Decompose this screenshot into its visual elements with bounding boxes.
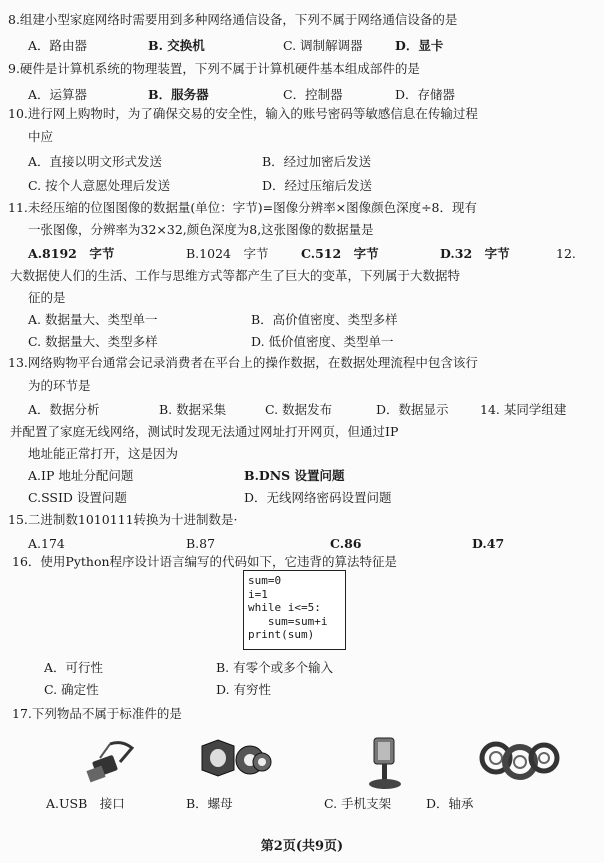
code-line: print(sum) xyxy=(248,628,315,641)
q12-option-d: D. 低价值密度、类型单一 xyxy=(251,334,394,349)
q9-stem: 9.硬件是计算机系统的物理装置，下列不属于计算机硬件基本组成部件的是 xyxy=(8,61,420,76)
q10-option-b: B．经过加密后发送 xyxy=(262,154,372,169)
q10-stem: 10.进行网上购物时，为了确保交易的安全性，输入的账号密码等敏感信息在传输过程 xyxy=(8,106,478,121)
code-line: sum=0 xyxy=(248,574,282,587)
q15-option-a: A.174 xyxy=(28,536,65,551)
q11-option-a: A.8192 字节 xyxy=(28,246,115,261)
q17-option-c: C. 手机支架 xyxy=(324,796,392,811)
q15-stem: 15.二进制数1010111转换为十进制数是· xyxy=(8,512,238,527)
q8-stem: 8.组建小型家庭网络时需要用到多种网络通信设备，下列不属于网络通信设备的是 xyxy=(8,12,458,27)
q15-option-c: C.86 xyxy=(330,536,362,551)
q8-option-c: C. 调制解调器 xyxy=(283,38,363,53)
q16-option-c: C. 确定性 xyxy=(44,682,99,697)
q13-stem-cont: 为的环节是 xyxy=(28,378,91,393)
q11-stem: 11.未经压缩的位图图像的数据量(单位：字节)=图像分辨率×图像颜色深度÷8．现有 xyxy=(8,200,478,215)
code-box xyxy=(243,570,346,650)
q11-option-d: D.32 字节 xyxy=(440,246,510,261)
q10-option-a: A．直接以明文形式发送 xyxy=(28,154,163,169)
q14-option-c: C.SSID 设置问题 xyxy=(28,490,127,505)
q10-stem-cont: 中应 xyxy=(28,129,54,144)
q12-stem: 大数据使人们的生活、工作与思维方式等都产生了巨大的变革，下列属于大数据特 xyxy=(10,268,461,283)
q12-option-a: A. 数据量大、类型单一 xyxy=(28,312,158,327)
phone-stand-image xyxy=(360,732,410,792)
code-line: sum=sum+i xyxy=(248,614,328,628)
q12-option-c: C. 数据量大、类型多样 xyxy=(28,334,158,349)
q12-option-b: B．高价值密度、类型多样 xyxy=(251,312,398,327)
q16-stem: 16．使用Python程序设计语言编写的代码如下，它违背的算法特征是 xyxy=(12,554,398,569)
q8-option-a: A．路由器 xyxy=(28,38,88,53)
q15-option-d: D.47 xyxy=(472,536,505,551)
q17-option-b: B．螺母 xyxy=(186,796,233,811)
q13-option-b: B. 数据采集 xyxy=(159,402,227,417)
q14-option-a: A.IP 地址分配问题 xyxy=(28,468,134,483)
q17-option-a: A.USB 接口 xyxy=(46,796,125,811)
q14-option-b: B.DNS 设置问题 xyxy=(244,468,345,483)
q16-option-a: A．可行性 xyxy=(44,660,104,675)
q14-stem: 并配置了家庭无线网络，测试时发现无法通过网址打开网页，但通过IP xyxy=(10,424,399,439)
q17-option-d: D．轴承 xyxy=(426,796,474,811)
q9-option-a: A．运算器 xyxy=(28,87,88,102)
q13-option-c: C. 数据发布 xyxy=(265,402,333,417)
q11-stem-cont: 一张图像，分辨率为32×32,颜色深度为8,这张图像的数据量是 xyxy=(28,222,374,237)
q9-option-d: D．存储器 xyxy=(395,87,456,102)
q9-option-b: B．服务器 xyxy=(148,87,209,102)
q11-option-c: C.512 字节 xyxy=(301,246,379,261)
q11-option-b: B.1024 字节 xyxy=(186,246,269,261)
q13-option-d: D．数据显示 xyxy=(376,402,449,417)
code-line: i=1 xyxy=(248,587,268,601)
q8-option-d: D．显卡 xyxy=(395,38,444,53)
page-number-footer: 第2页(共9页) xyxy=(260,839,344,854)
q12-stem-cont: 征的是 xyxy=(28,290,66,305)
q13-stem: 13.网络购物平台通常会记录消费者在平台上的操作数据，在数据处理流程中包含该行 xyxy=(8,355,478,370)
q14-stem-cont: 地址能正常打开，这是因为 xyxy=(28,446,179,461)
q14-start: 14. 某同学组建 xyxy=(480,402,567,417)
q16-option-d: D. 有穷性 xyxy=(216,682,272,697)
q15-option-b: B.87 xyxy=(186,536,216,551)
q13-option-a: A．数据分析 xyxy=(28,402,100,417)
bearing-image xyxy=(478,736,560,784)
q10-option-c: C. 按个人意愿处理后发送 xyxy=(28,178,171,193)
nut-image xyxy=(196,736,272,782)
q9-option-c: C．控制器 xyxy=(283,87,343,102)
usb-plug-image xyxy=(80,738,140,788)
q16-option-b: B. 有零个或多个输入 xyxy=(216,660,334,675)
code-line: while i<=5: xyxy=(248,601,321,614)
q14-option-d: D．无线网络密码设置问题 xyxy=(244,490,392,505)
q12-number: 12. xyxy=(556,246,576,261)
q17-stem: 17.下列物品不属于标准件的是 xyxy=(12,706,182,721)
q10-option-d: D．经过压缩后发送 xyxy=(262,178,373,193)
q8-option-b: B. 交换机 xyxy=(148,38,205,53)
